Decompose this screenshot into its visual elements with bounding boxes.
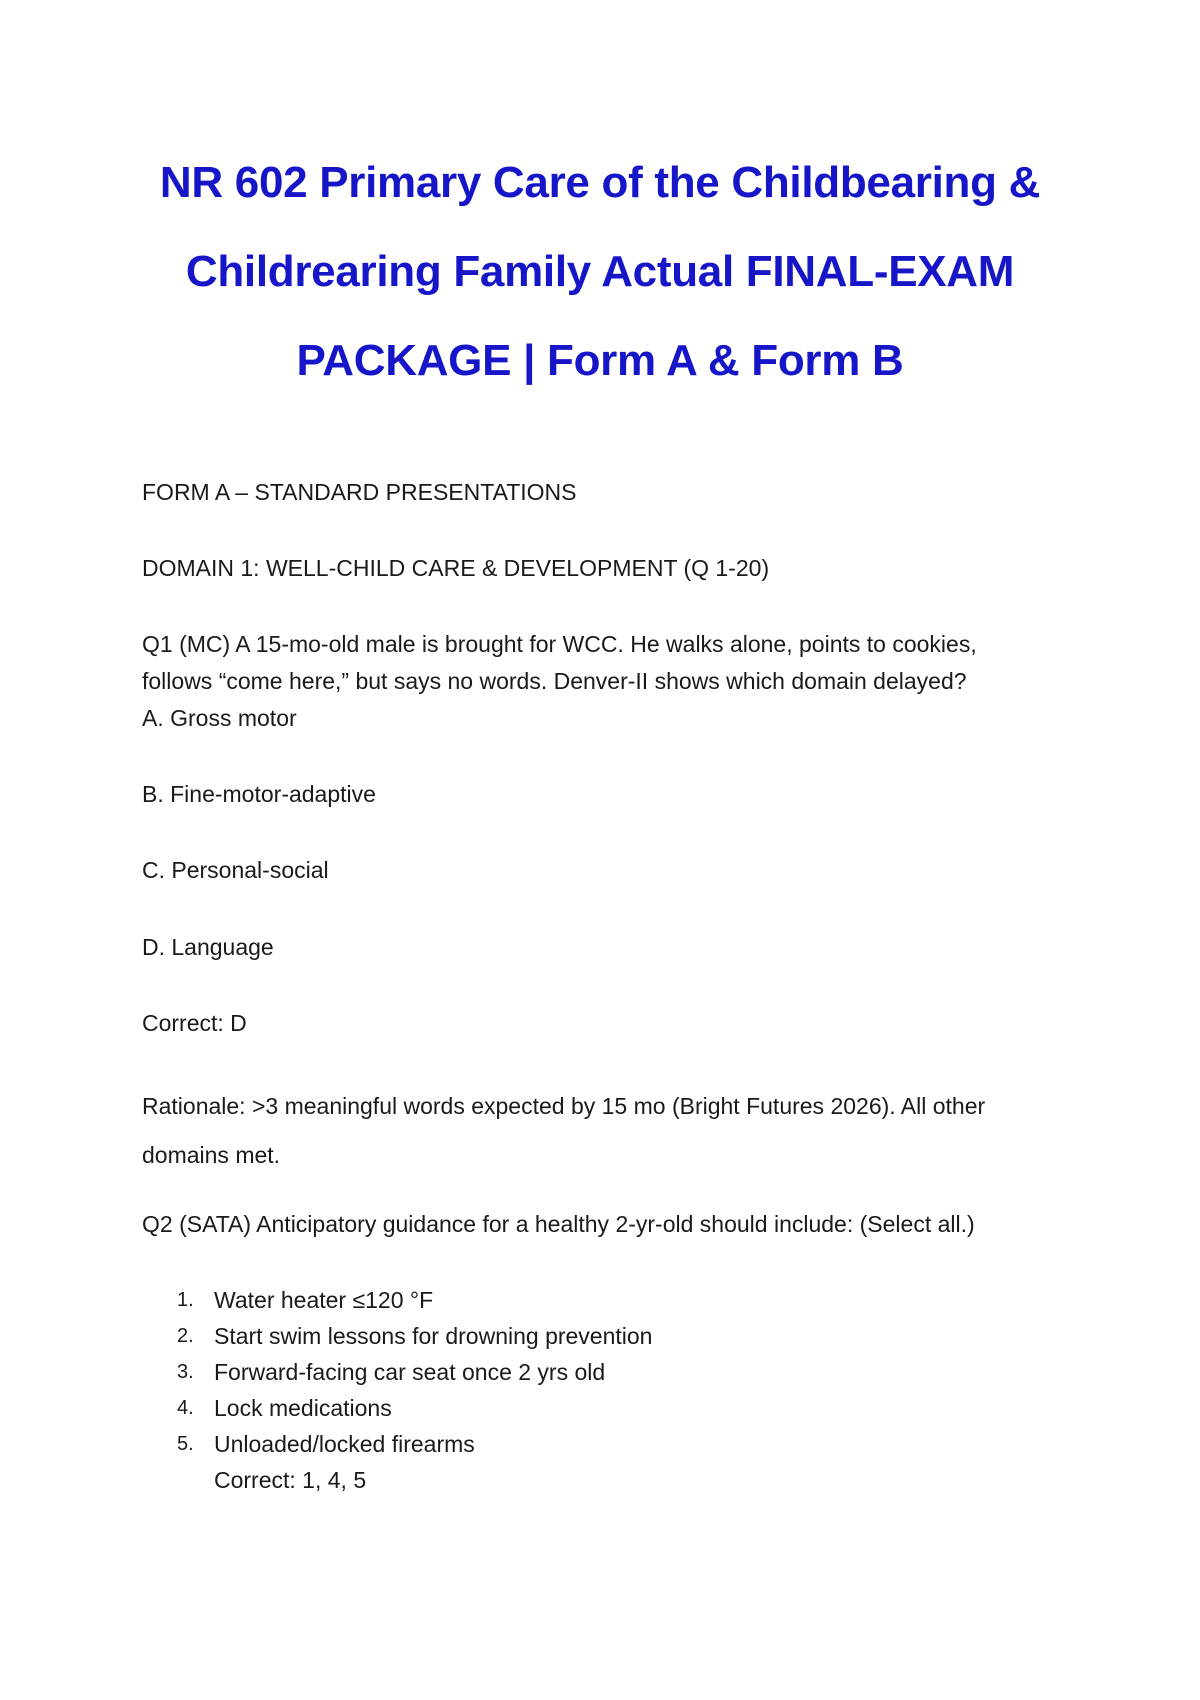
title-line: Childrearing Family Actual FINAL-EXAM — [185, 247, 1015, 296]
question-1-option-d: D. Language — [142, 934, 274, 960]
list-item-number: 3. — [177, 1361, 194, 1383]
question-1-correct-answer: Correct: D — [142, 1010, 247, 1036]
question-1-stem-line: follows “come here,” but says no words. Denver-II shows which domain delayed? — [142, 668, 967, 694]
question-1-rationale — [142, 1082, 1042, 1180]
list-item-text: Lock medications — [214, 1395, 392, 1421]
question-2-stem: Q2 (SATA) Anticipatory guidance for a healthy 2-yr-old should include: (Select all.) — [142, 1211, 975, 1237]
question-1-option-a: A. Gross motor — [142, 705, 297, 731]
list-item-number: 4. — [177, 1397, 194, 1419]
rationale-line: domains met. — [142, 1142, 281, 1168]
list-item-number: 5. — [177, 1433, 194, 1455]
list-item-text: Water heater ≤120 °F — [214, 1287, 434, 1313]
list-item — [142, 1390, 652, 1426]
domain-heading: DOMAIN 1: WELL-CHILD CARE & DEVELOPMENT (Q 1-20) — [142, 555, 770, 581]
form-heading: FORM A – STANDARD PRESENTATIONS — [142, 479, 577, 505]
list-item — [142, 1282, 652, 1318]
list-item-text: Unloaded/locked firearms — [214, 1431, 475, 1457]
list-item — [142, 1318, 652, 1354]
rationale-line: Rationale: >3 meaningful words expected by 15 mo (Bright Futures 2026). All other — [142, 1093, 986, 1119]
list-item-number: 2. — [177, 1325, 194, 1347]
title-line: PACKAGE | Form A & Form B — [296, 336, 904, 385]
list-item — [142, 1426, 652, 1462]
list-item-text: Forward-facing car seat once 2 yrs old — [214, 1359, 606, 1385]
question-2-correct-answer — [142, 1462, 652, 1498]
question-1-stem-line: Q1 (MC) A 15-mo-old male is brought for WCC. He walks alone, points to cookies, — [142, 631, 977, 657]
question-1-stem — [142, 626, 1042, 700]
question-1-option-c: C. Personal-social — [142, 857, 329, 883]
list-item-text: Start swim lessons for drowning prevention — [214, 1323, 653, 1349]
list-item-number: 1. — [177, 1289, 194, 1311]
title-line: NR 602 Primary Care of the Childbearing & — [159, 158, 1041, 207]
question-2-correct-text: Correct: 1, 4, 5 — [214, 1467, 367, 1493]
list-item — [142, 1354, 652, 1390]
question-2-options-list — [142, 1282, 652, 1498]
document-title — [100, 138, 1100, 405]
question-1-option-b: B. Fine-motor-adaptive — [142, 781, 376, 807]
